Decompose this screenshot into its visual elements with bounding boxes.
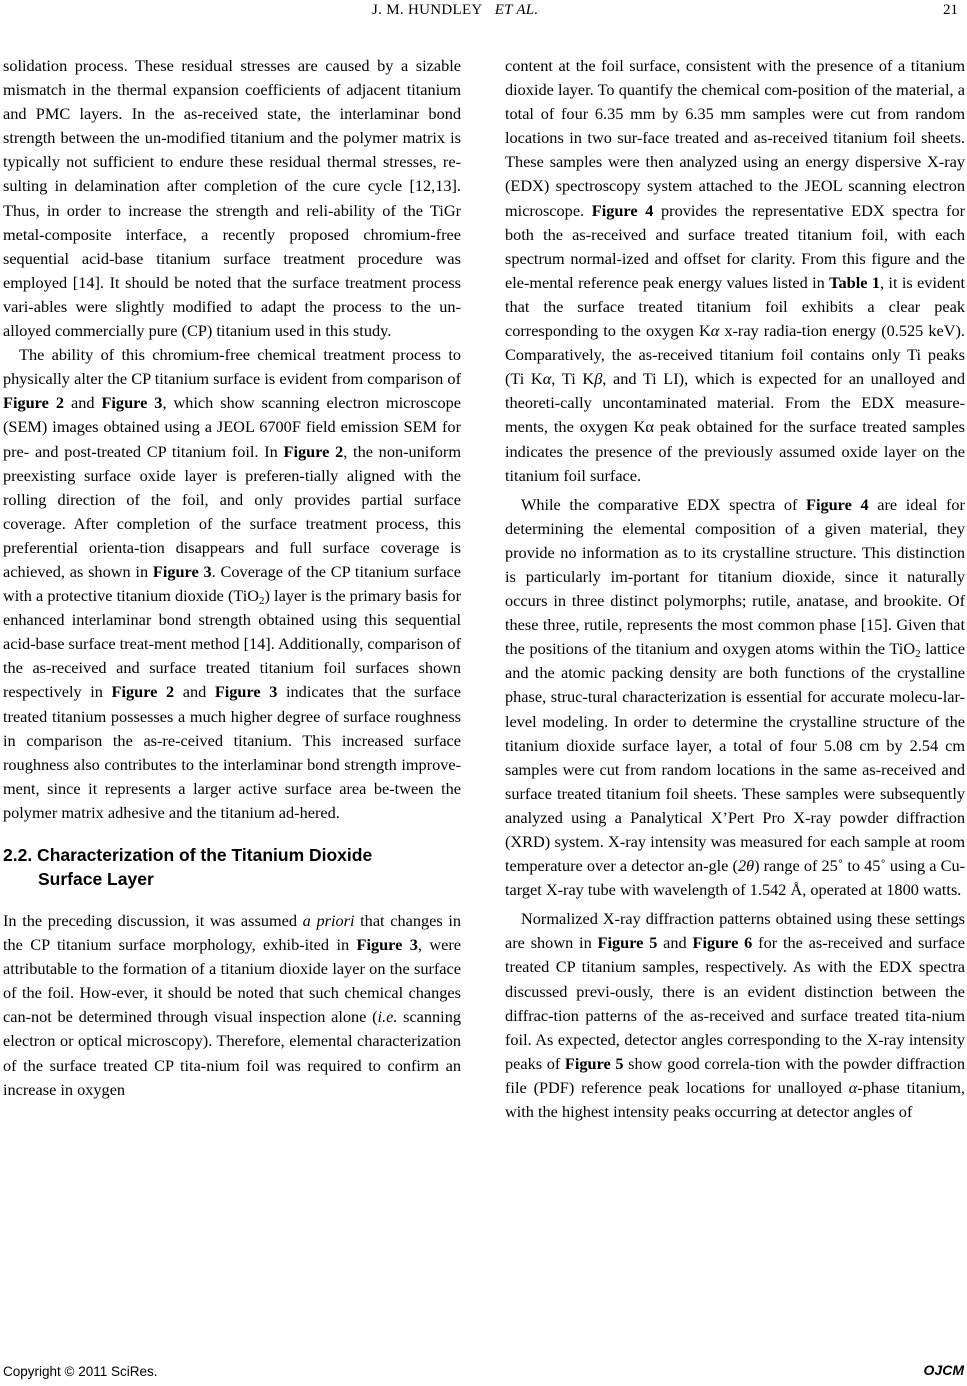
paragraph-surface-treatment: The ability of this chromium-free chemical treatment process to physically alter the CP titanium surface is evident from comparison of Figure 2 and Figure 3, which show scanning electron microscope (SEM) images obtained using a JEOL 6700F field emission SEM for pre- and post-treated CP titanium foil. In Figure 2, the non-uniform preexisting surface oxide layer is preferen-tially aligned with the rolling direction of the foil, and only provides partial surface coverage. After completion of the surface treatment process, this preferential orienta-tion disappears and full surface coverage is achieved, as shown in Figure 3. Coverage of the CP titanium surface with a protective titanium dioxide (TiO$_2$) layer is the primary basis for enhanced interlaminar bond strength obtained using this sequential acid-base surface treat-ment method [14]. Additionally, comparison of the as-received and surface treated titanium foil surfaces shown respectively in Figure 2 and Figure 3 indicates that the surface treated titanium possesses a much higher degree of surface roughness in comparison the as-re-ceived titanium. This increased surface roughness also contributes to the interlaminar bond strength improve-ment, since it represents a larger active surface area be-tween the polymer matrix adhesive and the titanium ad-hered.	[3, 345, 461, 822]
figure-ref: Figure 2	[3, 393, 64, 413]
figure-ref: Figure 5	[597, 933, 658, 953]
table-ref: Table 1	[829, 272, 880, 292]
page-number: 21	[943, 2, 958, 18]
figure-ref: Figure 4	[806, 494, 869, 514]
running-title: J. M. HUNDLEY ET AL.	[372, 2, 539, 18]
running-header	[0, 2, 967, 26]
figure-ref: Figure 6	[692, 933, 753, 953]
section-heading: 2.2. Characterization of the Titanium Dioxide Surface Layer	[3, 845, 373, 889]
copyright-notice: Copyright © 2011 SciRes.	[3, 1364, 158, 1379]
left-column	[3, 54, 461, 1102]
figure-ref: Figure 3	[101, 393, 163, 413]
paragraph-characterization-intro: In the preceding discussion, it was assumed a priori that changes in the CP titanium surface morphology, exhib-ited in Figure 3, were attributable to the formation of a titanium dioxide layer on the surface of the foil. How-ever, it should be noted that such chemical changes can-not be determined through visual inspection alone (i.e. scanning electron or optical microscopy). Therefore, elemental characterization of the surface treated CP tita-nium foil was required to confirm an increase in oxygen	[3, 911, 462, 1099]
paragraph-xrd: While the comparative EDX spectra of Figure 4 are ideal for determining the elemental composition of a given material, they provide no information as to its crystalline structure. This distinction is particularly im-portant for titanium dioxide, since it naturally occurs in three distinct polymorphs; rutile, anatase, and brookite. Of these three, rutile, represents the most common phase [15]. Given that the positions of the titanium and oxygen atoms within the TiO$_2$ lattice and the atomic packing density are both functions of the crystalline phase, struc-tural characterization is essential for accurate molecu-lar-level modeling. In order to determine the crystalline structure of the titanium dioxide surface layer, a total of four 5.08 cm by 2.54 cm samples were cut from random locations in the same as-received and surface treated titanium foil sheets. These samples were subsequently analyzed using a Panalytical X’Pert Pro X-ray powder diffraction (XRD) system. X-ray intensity was measured for each sample at room temperature over a detector an-gle (2θ) range of 25˚ to 45˚ using a Cu-target X-ray tube with wavelength of 1.542 Å, operated at 1800 watts.	[505, 494, 966, 900]
figure-ref: Figure 2	[283, 441, 344, 461]
paragraph-diffraction-patterns: Normalized X-ray diffraction patterns obtained using these settings are shown in Figure 5 and Figure 6 for the as-received and surface treated CP titanium samples, respectively. As with the EDX spectra discussed previ-ously, there is an evident distinction between the diffrac-tion patterns of the as-received and surface treated tita-nium foil. As expected, detector angles corresponding to the X-ray intensity peaks of Figure 5 show good correla-tion with the powder diffraction file (PDF) reference peak locations for unalloyed α-phase titanium, with the highest intensity peaks occurring at detector angles of	[505, 909, 965, 1122]
page-footer	[0, 1362, 967, 1386]
right-column	[505, 54, 965, 1124]
journal-abbrev: OJCM	[923, 1362, 964, 1378]
figure-ref: Figure 4	[591, 200, 654, 220]
figure-ref: Figure 2	[111, 682, 175, 702]
figure-ref: Figure 3	[214, 682, 278, 702]
figure-ref: Figure 3	[152, 561, 212, 581]
paragraph-edx: content at the foil surface, consistent with the presence of a titanium dioxide layer. To quantify the chemical com-position of the material, a total of four 6.35 mm by 6.35 mm samples were cut from random locations in two sur-face treated and as-received titanium foil sheets. These samples were then analyzed using an energy dispersive X-ray (EDX) spectroscopy system attached to the JEOL scanning electron microscope. Figure 4 provides the representative EDX spectra for both the as-received and surface treated titanium foil, with each spectrum normal-ized and offset for clarity. From this figure and the ele-mental reference peak energy values listed in Table 1, it is evident that the surface treated titanium foil exhibits a clear peak corresponding to the oxygen Kα x-ray radia-tion energy (0.525 keV). Comparatively, the as-received titanium foil contains only Ti peaks (Ti Kα, Ti Kβ, and Ti LI), which is expected for an unalloyed and theoreti-cally uncontaminated material. From the EDX measure-ments, the oxygen Kα peak obtained for the surface treated samples indicates the presence of the previously assumed oxide layer on the titanium foil surface.	[505, 56, 966, 485]
paragraph-residual-stress: solidation process. These residual stresses are caused by a sizable mismatch in the thermal expansion coefficients of adjacent titanium and PMC layers. In the as-received state, the interlaminar bond strength between the un-modified titanium and the polymer matrix is typically not sufficient to endure these residual thermal stresses, re-sulting in delamination after completion of the cure cycle [12,13]. Thus, in order to increase the strength and reli-ability of the TiGr metal-composite interface, a recently proposed chromium-free sequential acid-base titanium surface treatment procedure was employed [14]. It should be noted that the surface treatment process vari-ables were slightly modified to adapt the process to the un-alloyed commercially pure (CP) titanium used in this study.	[3, 56, 461, 341]
figure-ref: Figure 3	[356, 935, 418, 955]
figure-ref: Figure 5	[564, 1053, 624, 1073]
